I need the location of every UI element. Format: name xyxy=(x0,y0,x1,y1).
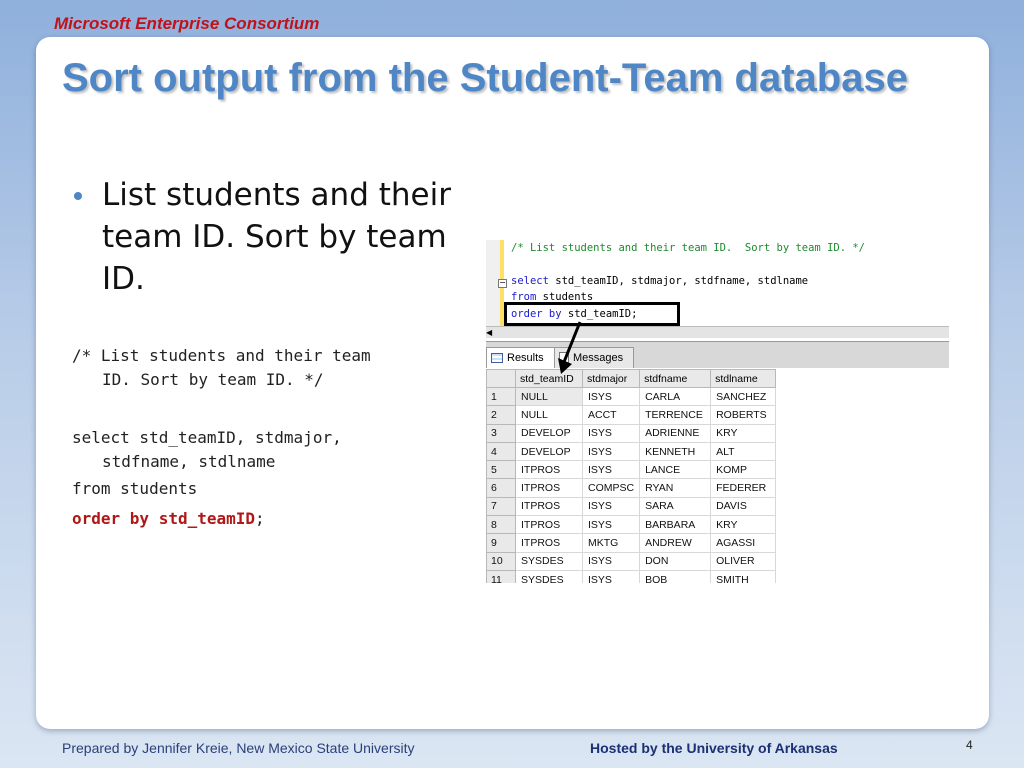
slide-title: Sort output from the Student-Team database xyxy=(62,56,908,100)
table-cell[interactable]: KOMP xyxy=(711,461,776,479)
table-cell[interactable]: ITPROS xyxy=(516,461,583,479)
table-cell[interactable]: KRY xyxy=(711,424,776,442)
table-cell[interactable]: SYSDES xyxy=(516,570,583,583)
consortium-header: Microsoft Enterprise Consortium xyxy=(54,14,320,33)
table-cell[interactable]: ITPROS xyxy=(516,497,583,515)
table-cell[interactable]: OLIVER xyxy=(711,552,776,570)
column-header[interactable]: std_teamID xyxy=(516,370,583,388)
table-cell[interactable]: SARA xyxy=(640,497,711,515)
editor-from-rest: students xyxy=(536,291,594,303)
tab-messages-label: Messages xyxy=(573,352,624,364)
scroll-left-arrow-icon[interactable]: ◀ xyxy=(486,328,493,337)
row-number-cell[interactable]: 4 xyxy=(487,442,516,460)
table-row[interactable] xyxy=(487,570,776,583)
editor-comment-line: /* List students and their team ID. Sort by team ID. */ xyxy=(511,242,866,254)
table-row[interactable] xyxy=(487,424,776,442)
table-cell[interactable]: RYAN xyxy=(640,479,711,497)
table-cell[interactable]: KRY xyxy=(711,516,776,534)
row-number-cell[interactable]: 1 xyxy=(487,388,516,406)
editor-from-keyword: from xyxy=(511,291,537,303)
table-cell[interactable]: ITPROS xyxy=(516,479,583,497)
table-cell[interactable]: ROBERTS xyxy=(711,406,776,424)
results-grid xyxy=(486,369,776,583)
bullet-dot xyxy=(74,192,82,200)
footer-credit: Prepared by Jennifer Kreie, New Mexico State University xyxy=(62,740,415,756)
footer-host: Hosted by the University of Arkansas xyxy=(590,740,838,756)
column-header[interactable]: stdlname xyxy=(711,370,776,388)
editor-select-line xyxy=(511,275,808,287)
table-row[interactable] xyxy=(487,534,776,552)
order-by-highlight-box xyxy=(504,302,680,326)
table-cell[interactable]: AGASSI xyxy=(711,534,776,552)
table-cell[interactable]: BARBARA xyxy=(640,516,711,534)
row-number-cell[interactable]: 7 xyxy=(487,497,516,515)
table-cell[interactable]: LANCE xyxy=(640,461,711,479)
pointer-arrow-icon xyxy=(552,318,592,376)
table-cell[interactable]: BOB xyxy=(640,570,711,583)
editor-order-keyword: order by xyxy=(511,308,562,320)
table-row[interactable] xyxy=(487,479,776,497)
code-from: from students xyxy=(72,479,198,498)
table-cell[interactable]: ITPROS xyxy=(516,516,583,534)
table-cell[interactable]: ITPROS xyxy=(516,534,583,552)
table-cell[interactable]: DON xyxy=(640,552,711,570)
row-number-cell[interactable]: 9 xyxy=(487,534,516,552)
table-cell[interactable]: DEVELOP xyxy=(516,424,583,442)
bullet-text: List students and their team ID. Sort by team ID. xyxy=(102,177,451,297)
tab-results-label: Results xyxy=(507,352,544,364)
table-cell[interactable]: DEVELOP xyxy=(516,442,583,460)
row-number-cell[interactable]: 2 xyxy=(487,406,516,424)
table-cell[interactable]: TERRENCE xyxy=(640,406,711,424)
code-select-line1: select std_teamID, stdmajor, xyxy=(72,428,342,447)
row-number-cell[interactable]: 6 xyxy=(487,479,516,497)
code-select xyxy=(72,426,472,474)
table-row[interactable] xyxy=(487,406,776,424)
code-comment xyxy=(72,344,472,392)
table-cell[interactable]: MKTG xyxy=(583,534,640,552)
editor-select-keyword: select xyxy=(511,275,549,287)
table-row[interactable] xyxy=(487,552,776,570)
editor-order-rest: std_teamID; xyxy=(561,308,638,320)
table-cell[interactable]: ISYS xyxy=(583,442,640,460)
code-order-semicolon: ; xyxy=(255,509,265,528)
table-cell[interactable]: NULL xyxy=(516,388,583,406)
table-row[interactable] xyxy=(487,497,776,515)
table-cell[interactable]: SANCHEZ xyxy=(711,388,776,406)
row-number-cell[interactable]: 11 xyxy=(487,570,516,583)
grid-icon xyxy=(491,353,503,363)
collapse-icon[interactable]: − xyxy=(499,278,506,287)
table-cell[interactable]: ISYS xyxy=(583,497,640,515)
table-cell[interactable]: NULL xyxy=(516,406,583,424)
row-number-cell[interactable]: 5 xyxy=(487,461,516,479)
row-number-cell[interactable]: 3 xyxy=(487,424,516,442)
table-row[interactable] xyxy=(487,388,776,406)
table-cell[interactable]: SYSDES xyxy=(516,552,583,570)
table-cell[interactable]: ISYS xyxy=(583,461,640,479)
row-number-cell[interactable]: 10 xyxy=(487,552,516,570)
tab-results[interactable] xyxy=(486,347,556,368)
code-select-line2: stdfname, stdlname xyxy=(102,452,276,471)
table-cell[interactable]: ADRIENNE xyxy=(640,424,711,442)
table-cell[interactable]: KENNETH xyxy=(640,442,711,460)
table-cell[interactable]: ISYS xyxy=(583,570,640,583)
table-cell[interactable]: SMITH xyxy=(711,570,776,583)
table-row[interactable] xyxy=(487,461,776,479)
table-cell[interactable]: ISYS xyxy=(583,552,640,570)
code-comment-line1: /* List students and their team xyxy=(72,346,371,365)
table-cell[interactable]: ISYS xyxy=(583,516,640,534)
row-number-cell[interactable]: 8 xyxy=(487,516,516,534)
table-cell[interactable]: COMPSC xyxy=(583,479,640,497)
editor-select-rest: std_teamID, stdmajor, stdfname, stdlname xyxy=(548,275,809,287)
table-cell[interactable]: ISYS xyxy=(583,424,640,442)
sql-screenshot xyxy=(486,240,949,583)
page-number: 4 xyxy=(966,738,973,752)
column-header[interactable]: stdfname xyxy=(640,370,711,388)
table-cell[interactable]: ACCT xyxy=(583,406,640,424)
table-cell[interactable]: ISYS xyxy=(583,388,640,406)
table-cell[interactable]: ALT xyxy=(711,442,776,460)
table-row[interactable] xyxy=(487,516,776,534)
code-order xyxy=(72,507,472,531)
table-cell[interactable]: DAVIS xyxy=(711,497,776,515)
table-cell[interactable]: FEDERER xyxy=(711,479,776,497)
table-cell[interactable]: CARLA xyxy=(640,388,711,406)
table-cell[interactable]: ANDREW xyxy=(640,534,711,552)
results-header-row xyxy=(487,370,776,388)
code-order-keyword: order by std_teamID xyxy=(72,509,256,528)
table-row[interactable] xyxy=(487,442,776,460)
code-comment-line2: ID. Sort by team ID. */ xyxy=(102,370,324,389)
row-number-header[interactable] xyxy=(487,370,516,388)
column-header[interactable]: stdmajor xyxy=(583,370,640,388)
